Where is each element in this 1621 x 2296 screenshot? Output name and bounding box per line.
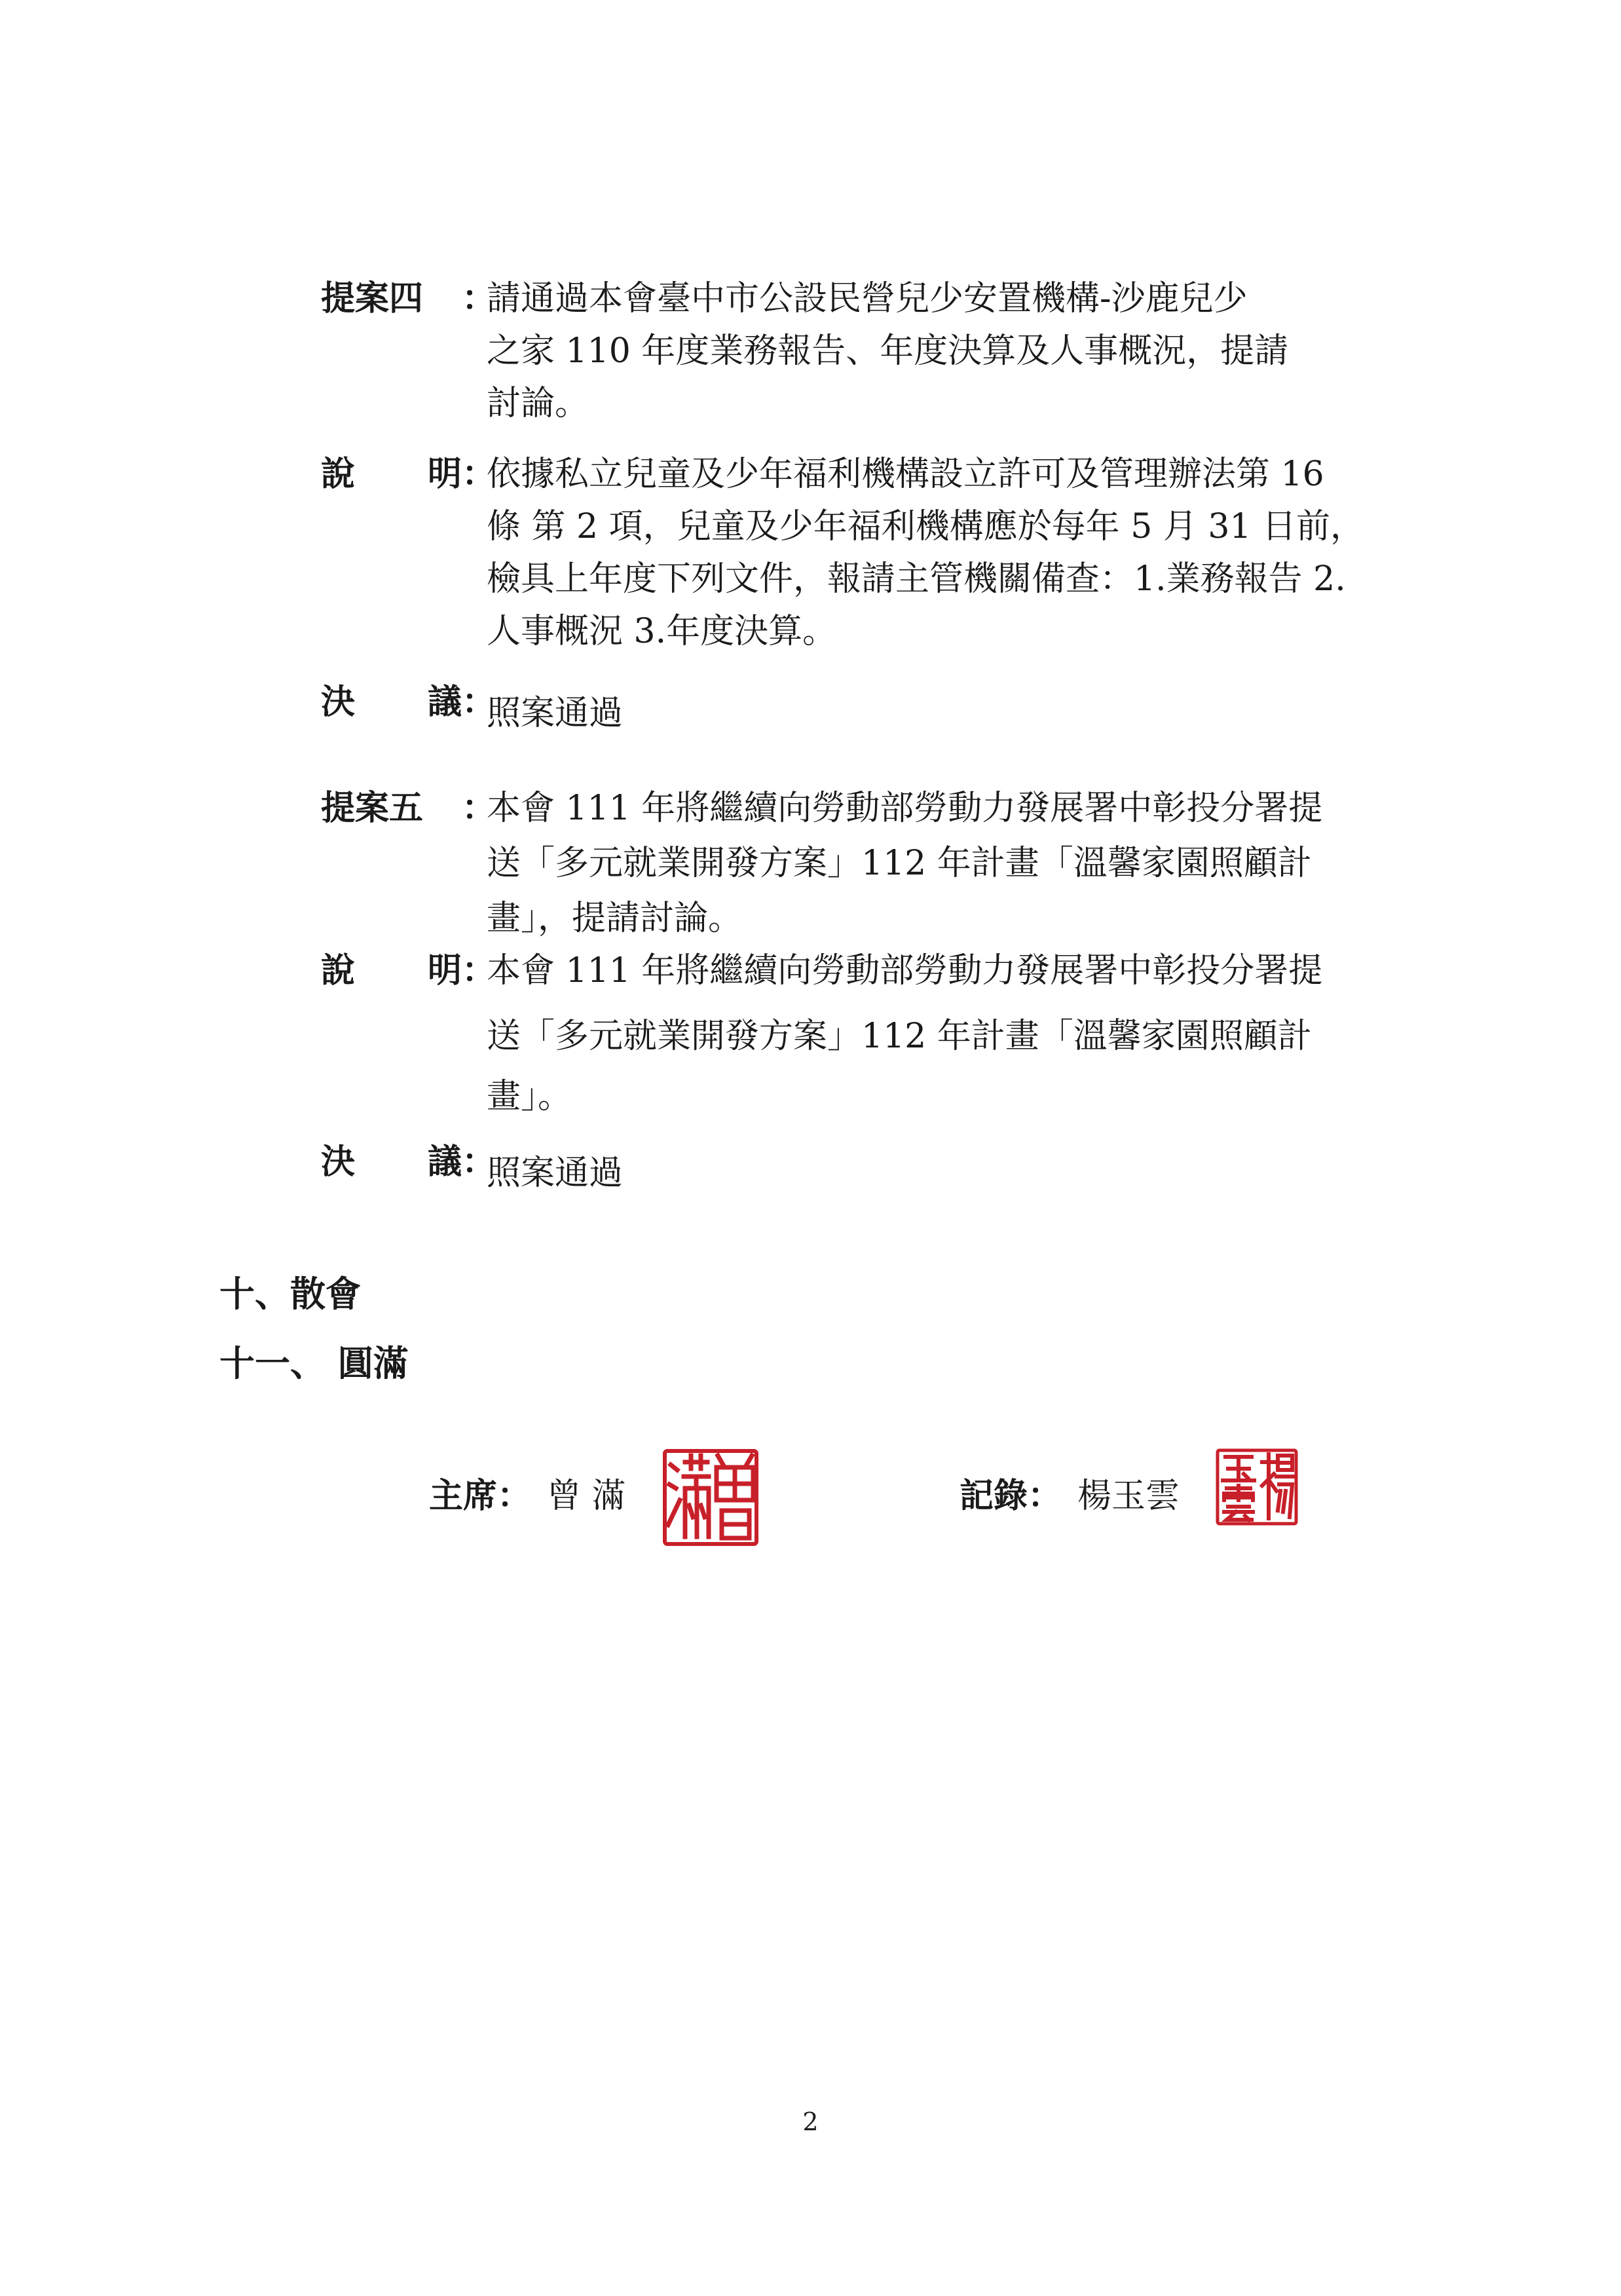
text-line: 討論。 xyxy=(487,384,589,423)
explanation-label: 說 明 xyxy=(321,950,462,990)
resolution-label: 決 議 xyxy=(321,1142,462,1182)
proposal-4-resolution: 照案通過 xyxy=(487,694,624,733)
text-line: 本會 111 年將繼續向勞動部勞動力發展署中彰投分署提 xyxy=(487,951,1323,990)
colon: ： xyxy=(462,950,496,990)
text-line: 畫」，提請討論。 xyxy=(487,899,743,938)
proposal-5-text xyxy=(487,789,1402,938)
colon: ： xyxy=(462,682,496,722)
proposal-4 xyxy=(321,278,1402,734)
recorder-seal xyxy=(1215,1448,1299,1526)
proposal-4-explanation xyxy=(487,457,1402,649)
text-line: 送「多元就業開發方案」112 年計畫「溫馨家園照顧計 xyxy=(487,844,1312,883)
text-line: 送「多元就業開發方案」112 年計畫「溫馨家園照顧計 xyxy=(487,1017,1312,1056)
text-line: 畫」。 xyxy=(487,1077,572,1116)
recorder-name: 楊玉雲 xyxy=(1077,1477,1180,1516)
proposal-5-explanation xyxy=(487,951,1402,1116)
proposal-5-explanation-row xyxy=(321,950,1402,1116)
chair-seal xyxy=(661,1448,760,1547)
text-line: 依據私立兒童及少年福利機構設立許可及管理辦法第 16 xyxy=(487,455,1324,494)
section-adjourn: 十、散會 xyxy=(219,1273,361,1315)
proposal-4-title-row xyxy=(321,278,1402,426)
resolution-label: 決 議 xyxy=(321,682,462,722)
text-line: 條 第 2 項，兒童及少年福利機構應於每年 5 月 31 日前， xyxy=(487,507,1365,546)
proposal-4-text xyxy=(487,279,1402,423)
proposal-5 xyxy=(321,788,1402,1194)
colon: ： xyxy=(462,1142,496,1182)
proposal-5-resolution-row xyxy=(321,1142,1402,1194)
proposal-5-label: 提案五 xyxy=(321,788,424,828)
chair-name: 曾 滿 xyxy=(547,1477,626,1516)
text-line: 請通過本會臺中市公設民營兒少安置機構-沙鹿兒少 xyxy=(487,279,1248,318)
proposal-4-resolution-row xyxy=(321,682,1402,734)
colon: ： xyxy=(462,278,496,318)
proposal-4-label: 提案四 xyxy=(321,278,424,318)
text-line: 人事概況 3.年度決算。 xyxy=(487,612,837,651)
section-close: 十一、 圓滿 xyxy=(219,1342,409,1384)
proposal-4-explanation-row xyxy=(321,454,1402,654)
explanation-label: 說 明 xyxy=(321,454,462,494)
text-line: 本會 111 年將繼續向勞動部勞動力發展署中彰投分署提 xyxy=(487,789,1323,828)
page-number: 2 xyxy=(802,2107,819,2136)
proposal-5-title-row xyxy=(321,788,1402,938)
proposal-5-resolution: 照案通過 xyxy=(487,1154,624,1193)
colon: ： xyxy=(462,788,496,828)
text-line: 之家 110 年度業務報告、年度決算及人事概況，提請 xyxy=(487,331,1289,371)
text-line: 檢具上年度下列文件，報請主管機關備查：1.業務報告 2. xyxy=(487,559,1346,599)
chair-label: 主席： xyxy=(429,1476,532,1516)
recorder-label: 記錄： xyxy=(960,1476,1062,1516)
colon: ： xyxy=(462,454,496,494)
